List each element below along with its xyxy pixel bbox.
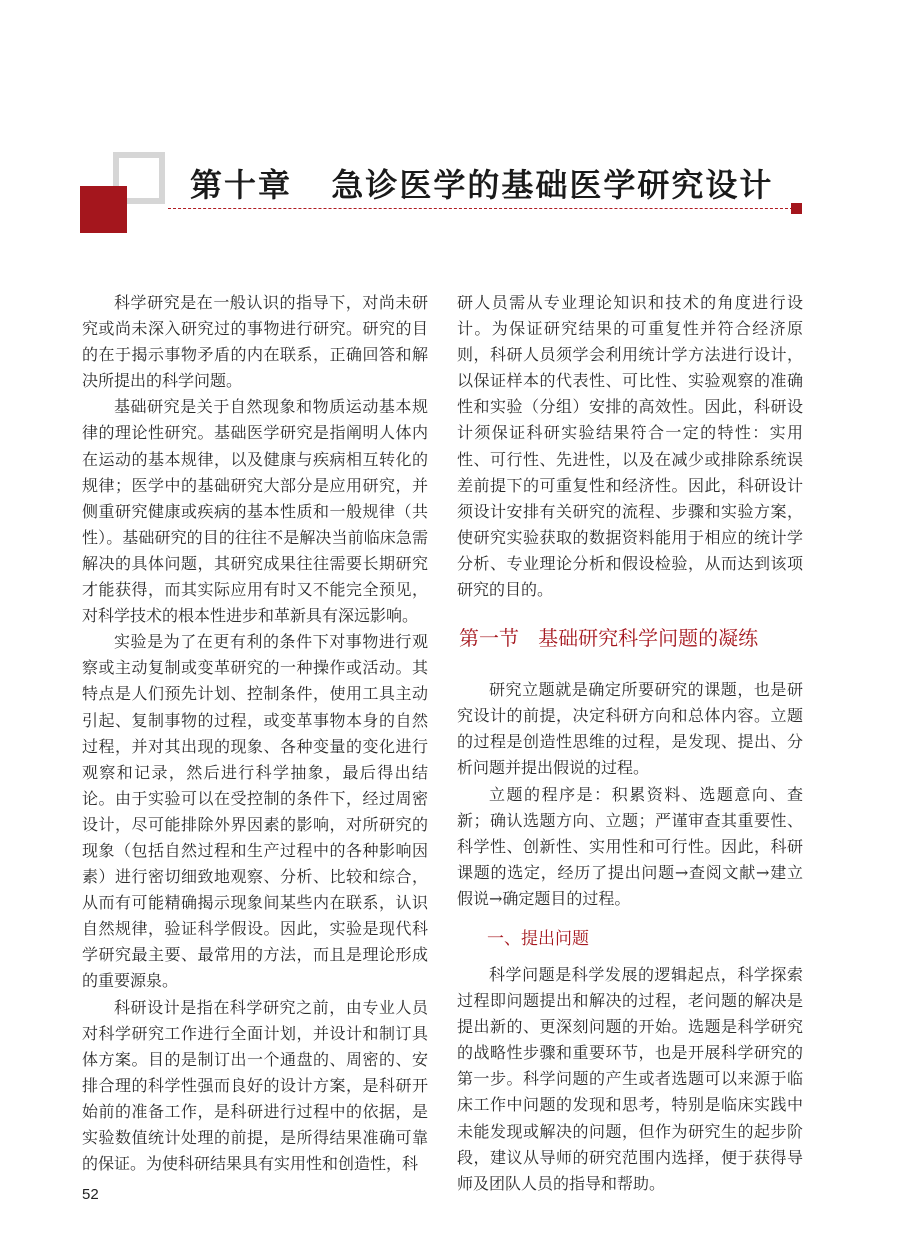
title-rule-end-square <box>791 203 802 214</box>
left-column <box>82 290 428 1177</box>
chapter-title: 第十章 急诊医学的基础医学研究设计 <box>190 166 774 204</box>
continued-paragraph: 研人员需从专业理论知识和技术的角度进行设计。为保证研究结果的可重复性并符合经济原则，科研人员须学会利用统计学方法进行设计，以保证样本的代表性、可比性、实验观察的准确性和实验（分组）安排的高效性。因此，科研设计须保证科研实验结果符合一定的特性：实用性、可行性、先进性，以及在减少或排除系统误差前提下的可重复性和经济性。因此，科研设计须设计安排有关研究的流程、步骤和实验方案，使研究实验获取的数据资料能用于相应的统计学分析、专业理论分析和假设检验，从而达到该项研究的目的。 <box>457 293 803 600</box>
title-dashed-rule <box>168 208 793 209</box>
section-paragraph-1: 研究立题就是确定所要研究的课题，也是研究设计的前提，决定科研方向和总体内容。立题的过程是创造性思维的过程，是发现、提出、分析问题并提出假说的过程。 <box>457 680 803 778</box>
intro-paragraph-4: 科研设计是指在科学研究之前，由专业人员对科学研究工作进行全面计划，并设计和制订具体方案。目的是制订出一个通盘的、周密的、安排合理的科学性强而良好的设计方案，是科研开始前的准备工作，是科研进行过程中的依据，是实验数值统计处理的前提，是所得结果准确可靠的保证。为使科研结果具有实用性和创造性，科 <box>82 997 428 1174</box>
chapter-decoration-red-square <box>80 186 127 233</box>
right-column <box>457 290 803 1197</box>
section-paragraph-2: 立题的程序是：积累资料、选题意向、查新；确认选题方向、立题；严谨审查其重要性、科学性、创新性、实用性和可行性。因此，科研课题的选定，经历了提出问题→查阅文献→建立假说→确定题目的过程。 <box>457 784 803 908</box>
subsection-paragraph-1: 科学问题是科学发展的逻辑起点，科学探索过程即问题提出和解决的过程，老问题的解决是提出新的、更深刻问题的开始。选题是科学研究的战略性步骤和重要环节，也是开展科学研究的第一步。科学问题的产生或者选题可以来源于临床工作中问题的发现和思考，特别是临床实践中未能发现或解决的问题，但作为研究生的起步阶段，建议从导师的研究范围内选择，便于获得导师及团队人员的指导和帮助。 <box>457 964 803 1193</box>
page-number: 52 <box>82 1186 99 1203</box>
intro-paragraph-1: 科学研究是在一般认识的指导下，对尚未研究或尚未深入研究过的事物进行研究。研究的目的在于揭示事物矛盾的内在联系，正确回答和解决所提出的科学问题。 <box>82 293 428 391</box>
subsection-heading: 一、提出问题 <box>487 928 589 949</box>
section-heading: 第一节 基础研究科学问题的凝练 <box>459 626 759 651</box>
intro-paragraph-3: 实验是为了在更有利的条件下对事物进行观察或主动复制或变革研究的一种操作或活动。其特点是人们预先计划、控制条件，使用工具主动引起、复制事物的过程，或变革事物本身的自然过程，并对其出现的现象、各种变量的变化进行观察和记录，然后进行科学抽象，最后得出结论。由于实验可以在受控制的条件下，经过周密设计，尽可能排除外界因素的影响，对所研究的现象（包括自然过程和生产过程中的各种影响因素）进行密切细致地观察、分析、比较和综合，从而有可能精确揭示现象间某些内在联系，认识自然规律，验证科学假设。因此，实验是现代科学研究最主要、最常用的方法，而且是理论形成的重要源泉。 <box>82 632 428 991</box>
intro-paragraph-2: 基础研究是关于自然现象和物质运动基本规律的理论性研究。基础医学研究是指阐明人体内在运动的基本规律，以及健康与疾病相互转化的规律；医学中的基础研究大部分是应用研究，并侧重研究健康或疾病的基本性质和一般规律（共性）。基础研究的目的往往不是解决当前临床急需解决的具体问题，其研究成果往往需要长期研究才能获得，而其实际应用有时又不能完全预见，对科学技术的根本性进步和革新具有深远影响。 <box>82 397 428 626</box>
